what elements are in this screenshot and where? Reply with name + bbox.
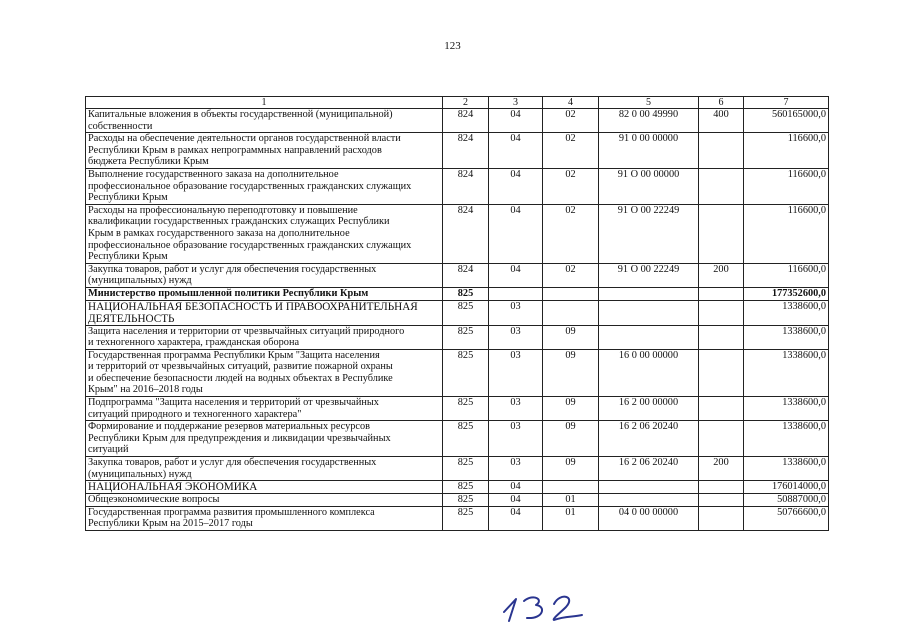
column-header-1: 1 bbox=[86, 97, 443, 109]
code-cell-4: 02 bbox=[543, 204, 599, 263]
code-cell-2: 825 bbox=[443, 287, 489, 300]
expense-name-cell bbox=[86, 263, 443, 287]
expense-name-line: бюджета Республики Крым bbox=[88, 156, 209, 168]
table-row bbox=[86, 287, 829, 300]
code-cell-4: 09 bbox=[543, 457, 599, 481]
table-row bbox=[86, 421, 829, 457]
expense-name-line: Республики Крым для предупреждения и ликвидации чрезвычайных bbox=[88, 432, 391, 444]
code-cell-6: 400 bbox=[699, 109, 744, 133]
expense-name-line: Республики Крым bbox=[88, 251, 168, 263]
column-header-7: 7 bbox=[744, 97, 829, 109]
code-cell-6 bbox=[699, 168, 744, 204]
expense-name-line: (муниципальных) нужд bbox=[88, 468, 192, 480]
amount-cell: 116600,0 bbox=[744, 263, 829, 287]
expense-name-cell bbox=[86, 133, 443, 169]
expense-name-cell bbox=[86, 109, 443, 133]
code-cell-6 bbox=[699, 349, 744, 396]
expense-name-cell bbox=[86, 168, 443, 204]
code-cell-3: 04 bbox=[489, 168, 543, 204]
handwritten-page-number-icon bbox=[500, 590, 590, 624]
expense-name-line: профессиональное образование государственных гражданских служащих bbox=[88, 180, 412, 192]
code-cell-5: 91 О 00 22249 bbox=[599, 204, 699, 263]
code-cell-2: 824 bbox=[443, 109, 489, 133]
expense-name-cell bbox=[86, 457, 443, 481]
code-cell-3: 04 bbox=[489, 263, 543, 287]
code-cell-5: 16 2 00 00000 bbox=[599, 397, 699, 421]
amount-cell: 1338600,0 bbox=[744, 457, 829, 481]
code-cell-2: 824 bbox=[443, 133, 489, 169]
table-row bbox=[86, 263, 829, 287]
expense-name-line: ситуаций природного и техногенного характера" bbox=[88, 408, 302, 420]
code-cell-2: 825 bbox=[443, 494, 489, 507]
code-cell-4 bbox=[543, 287, 599, 300]
code-cell-4: 02 bbox=[543, 133, 599, 169]
expense-name-cell bbox=[86, 481, 443, 494]
table-body bbox=[86, 109, 829, 531]
expense-name-line: Капитальные вложения в объекты государственной (муниципальной) bbox=[88, 109, 393, 120]
table-row bbox=[86, 494, 829, 507]
code-cell-3: 03 bbox=[489, 300, 543, 325]
code-cell-6 bbox=[699, 325, 744, 349]
column-header-3: 3 bbox=[489, 97, 543, 109]
expense-name-cell bbox=[86, 506, 443, 530]
code-cell-2: 824 bbox=[443, 263, 489, 287]
table-row bbox=[86, 133, 829, 169]
code-cell-5 bbox=[599, 481, 699, 494]
code-cell-4: 02 bbox=[543, 109, 599, 133]
expense-name-line: НАЦИОНАЛЬНАЯ ЭКОНОМИКА bbox=[88, 481, 258, 494]
code-cell-2: 825 bbox=[443, 457, 489, 481]
code-cell-5: 04 0 00 00000 bbox=[599, 506, 699, 530]
code-cell-3: 03 bbox=[489, 421, 543, 457]
expense-name-line: Крым в рамках государственного заказа на дополнительное bbox=[88, 227, 350, 239]
expense-name-line: Государственная программа развития промышленного комплекса bbox=[88, 506, 375, 518]
code-cell-4: 02 bbox=[543, 168, 599, 204]
expense-name-cell bbox=[86, 287, 443, 300]
amount-cell: 1338600,0 bbox=[744, 300, 829, 325]
table-row bbox=[86, 325, 829, 349]
code-cell-2: 824 bbox=[443, 168, 489, 204]
column-header-2: 2 bbox=[443, 97, 489, 109]
table-row bbox=[86, 481, 829, 494]
expense-name-line: Общеэкономические вопросы bbox=[88, 494, 220, 506]
table-row bbox=[86, 506, 829, 530]
code-cell-3: 04 bbox=[489, 481, 543, 494]
amount-cell: 177352600,0 bbox=[744, 287, 829, 300]
expense-name-line: Республики Крым на 2015–2017 годы bbox=[88, 518, 253, 530]
expense-name-line: квалификации государственных гражданских служащих Республики bbox=[88, 216, 390, 228]
table-row bbox=[86, 204, 829, 263]
code-cell-6 bbox=[699, 133, 744, 169]
expense-name-line: НАЦИОНАЛЬНАЯ БЕЗОПАСНОСТЬ И ПРАВООХРАНИТЕЛЬНАЯ bbox=[88, 300, 418, 313]
code-cell-2: 825 bbox=[443, 421, 489, 457]
code-cell-2: 825 bbox=[443, 481, 489, 494]
code-cell-6 bbox=[699, 421, 744, 457]
code-cell-4 bbox=[543, 481, 599, 494]
expense-name-cell bbox=[86, 325, 443, 349]
table-row bbox=[86, 109, 829, 133]
expense-name-line: Республики Крым bbox=[88, 192, 168, 204]
code-cell-5 bbox=[599, 325, 699, 349]
code-cell-2: 824 bbox=[443, 204, 489, 263]
code-cell-4: 09 bbox=[543, 349, 599, 396]
code-cell-6: 200 bbox=[699, 457, 744, 481]
code-cell-4: 01 bbox=[543, 494, 599, 507]
code-cell-3: 04 bbox=[489, 494, 543, 507]
code-cell-5 bbox=[599, 300, 699, 325]
expense-name-line: Защита населения и территории от чрезвычайных ситуаций природного bbox=[88, 325, 405, 337]
expense-name-line: Государственная программа Республики Крым "Защита населения bbox=[88, 349, 380, 361]
amount-cell: 50887000,0 bbox=[744, 494, 829, 507]
code-cell-6 bbox=[699, 397, 744, 421]
expense-name-line: Расходы на профессиональную переподготовку и повышение bbox=[88, 204, 358, 216]
code-cell-4: 09 bbox=[543, 397, 599, 421]
expense-name-line: и обеспечение безопасности людей на водных объектах в Республике bbox=[88, 372, 393, 384]
expense-name-cell bbox=[86, 494, 443, 507]
amount-cell: 50766600,0 bbox=[744, 506, 829, 530]
code-cell-4 bbox=[543, 300, 599, 325]
table-row bbox=[86, 349, 829, 396]
code-cell-2: 825 bbox=[443, 300, 489, 325]
code-cell-6 bbox=[699, 481, 744, 494]
code-cell-5: 16 2 06 20240 bbox=[599, 457, 699, 481]
code-cell-5: 16 0 00 00000 bbox=[599, 349, 699, 396]
expense-name-line: Министерство промышленной политики Республики Крым bbox=[88, 287, 369, 299]
code-cell-4: 09 bbox=[543, 421, 599, 457]
expense-name-line: (муниципальных) нужд bbox=[88, 275, 192, 287]
amount-cell: 1338600,0 bbox=[744, 397, 829, 421]
expense-name-line: Выполнение государственного заказа на дополнительное bbox=[88, 168, 339, 180]
code-cell-6 bbox=[699, 506, 744, 530]
code-cell-4: 01 bbox=[543, 506, 599, 530]
expense-name-cell bbox=[86, 421, 443, 457]
expense-name-line: Расходы на обеспечение деятельности органов государственной власти bbox=[88, 133, 401, 145]
budget-table bbox=[85, 96, 829, 531]
table-header-row bbox=[86, 97, 829, 109]
amount-cell: 560165000,0 bbox=[744, 109, 829, 133]
amount-cell: 116600,0 bbox=[744, 204, 829, 263]
amount-cell: 116600,0 bbox=[744, 168, 829, 204]
amount-cell: 1338600,0 bbox=[744, 325, 829, 349]
expense-name-line: Республики Крым в рамках непрограммных направлений расходов bbox=[88, 144, 382, 156]
column-header-4: 4 bbox=[543, 97, 599, 109]
column-header-5: 5 bbox=[599, 97, 699, 109]
code-cell-4: 09 bbox=[543, 325, 599, 349]
expense-name-cell bbox=[86, 300, 443, 325]
column-header-6: 6 bbox=[699, 97, 744, 109]
code-cell-5 bbox=[599, 287, 699, 300]
expense-name-cell bbox=[86, 349, 443, 396]
expense-name-line: Формирование и поддержание резервов материальных ресурсов bbox=[88, 421, 370, 433]
code-cell-3: 04 bbox=[489, 506, 543, 530]
code-cell-6 bbox=[699, 287, 744, 300]
expense-name-line: профессиональное образование государственных гражданских служащих bbox=[88, 239, 412, 251]
code-cell-5: 91 О 00 00000 bbox=[599, 168, 699, 204]
expense-name-line: Закупка товаров, работ и услуг для обеспечения государственных bbox=[88, 263, 377, 275]
code-cell-5: 16 2 06 20240 bbox=[599, 421, 699, 457]
code-cell-2: 825 bbox=[443, 397, 489, 421]
code-cell-2: 825 bbox=[443, 506, 489, 530]
expense-name-cell bbox=[86, 204, 443, 263]
table-row bbox=[86, 300, 829, 325]
table-row bbox=[86, 457, 829, 481]
code-cell-3: 04 bbox=[489, 204, 543, 263]
amount-cell: 1338600,0 bbox=[744, 349, 829, 396]
code-cell-6: 200 bbox=[699, 263, 744, 287]
amount-cell: 176014000,0 bbox=[744, 481, 829, 494]
code-cell-3: 04 bbox=[489, 109, 543, 133]
code-cell-2: 825 bbox=[443, 349, 489, 396]
code-cell-3: 03 bbox=[489, 349, 543, 396]
code-cell-6 bbox=[699, 494, 744, 507]
code-cell-6 bbox=[699, 204, 744, 263]
code-cell-3: 03 bbox=[489, 457, 543, 481]
code-cell-5: 91 О 00 22249 bbox=[599, 263, 699, 287]
code-cell-3: 03 bbox=[489, 397, 543, 421]
code-cell-5: 91 0 00 00000 bbox=[599, 133, 699, 169]
expense-name-line: и техногенного характера, гражданская оборона bbox=[88, 337, 300, 349]
expense-name-cell bbox=[86, 397, 443, 421]
code-cell-2: 825 bbox=[443, 325, 489, 349]
code-cell-5 bbox=[599, 494, 699, 507]
table-row bbox=[86, 168, 829, 204]
amount-cell: 116600,0 bbox=[744, 133, 829, 169]
code-cell-6 bbox=[699, 300, 744, 325]
table-row bbox=[86, 397, 829, 421]
expense-name-line: и территорий от чрезвычайных ситуаций, развитие пожарной охраны bbox=[88, 361, 393, 373]
code-cell-3: 03 bbox=[489, 325, 543, 349]
expense-name-line: ситуаций bbox=[88, 444, 129, 456]
expense-name-line: Крым" на 2016–2018 годы bbox=[88, 384, 203, 396]
code-cell-3: 04 bbox=[489, 133, 543, 169]
expense-name-line: Подпрограмма "Защита населения и территорий от чрезвычайных bbox=[88, 397, 379, 409]
expense-name-line: ДЕЯТЕЛЬНОСТЬ bbox=[88, 312, 175, 325]
amount-cell: 1338600,0 bbox=[744, 421, 829, 457]
expense-name-line: собственности bbox=[88, 120, 153, 132]
code-cell-3 bbox=[489, 287, 543, 300]
code-cell-5: 82 0 00 49990 bbox=[599, 109, 699, 133]
page-number: 123 bbox=[444, 40, 461, 52]
code-cell-4: 02 bbox=[543, 263, 599, 287]
expense-name-line: Закупка товаров, работ и услуг для обеспечения государственных bbox=[88, 457, 377, 469]
